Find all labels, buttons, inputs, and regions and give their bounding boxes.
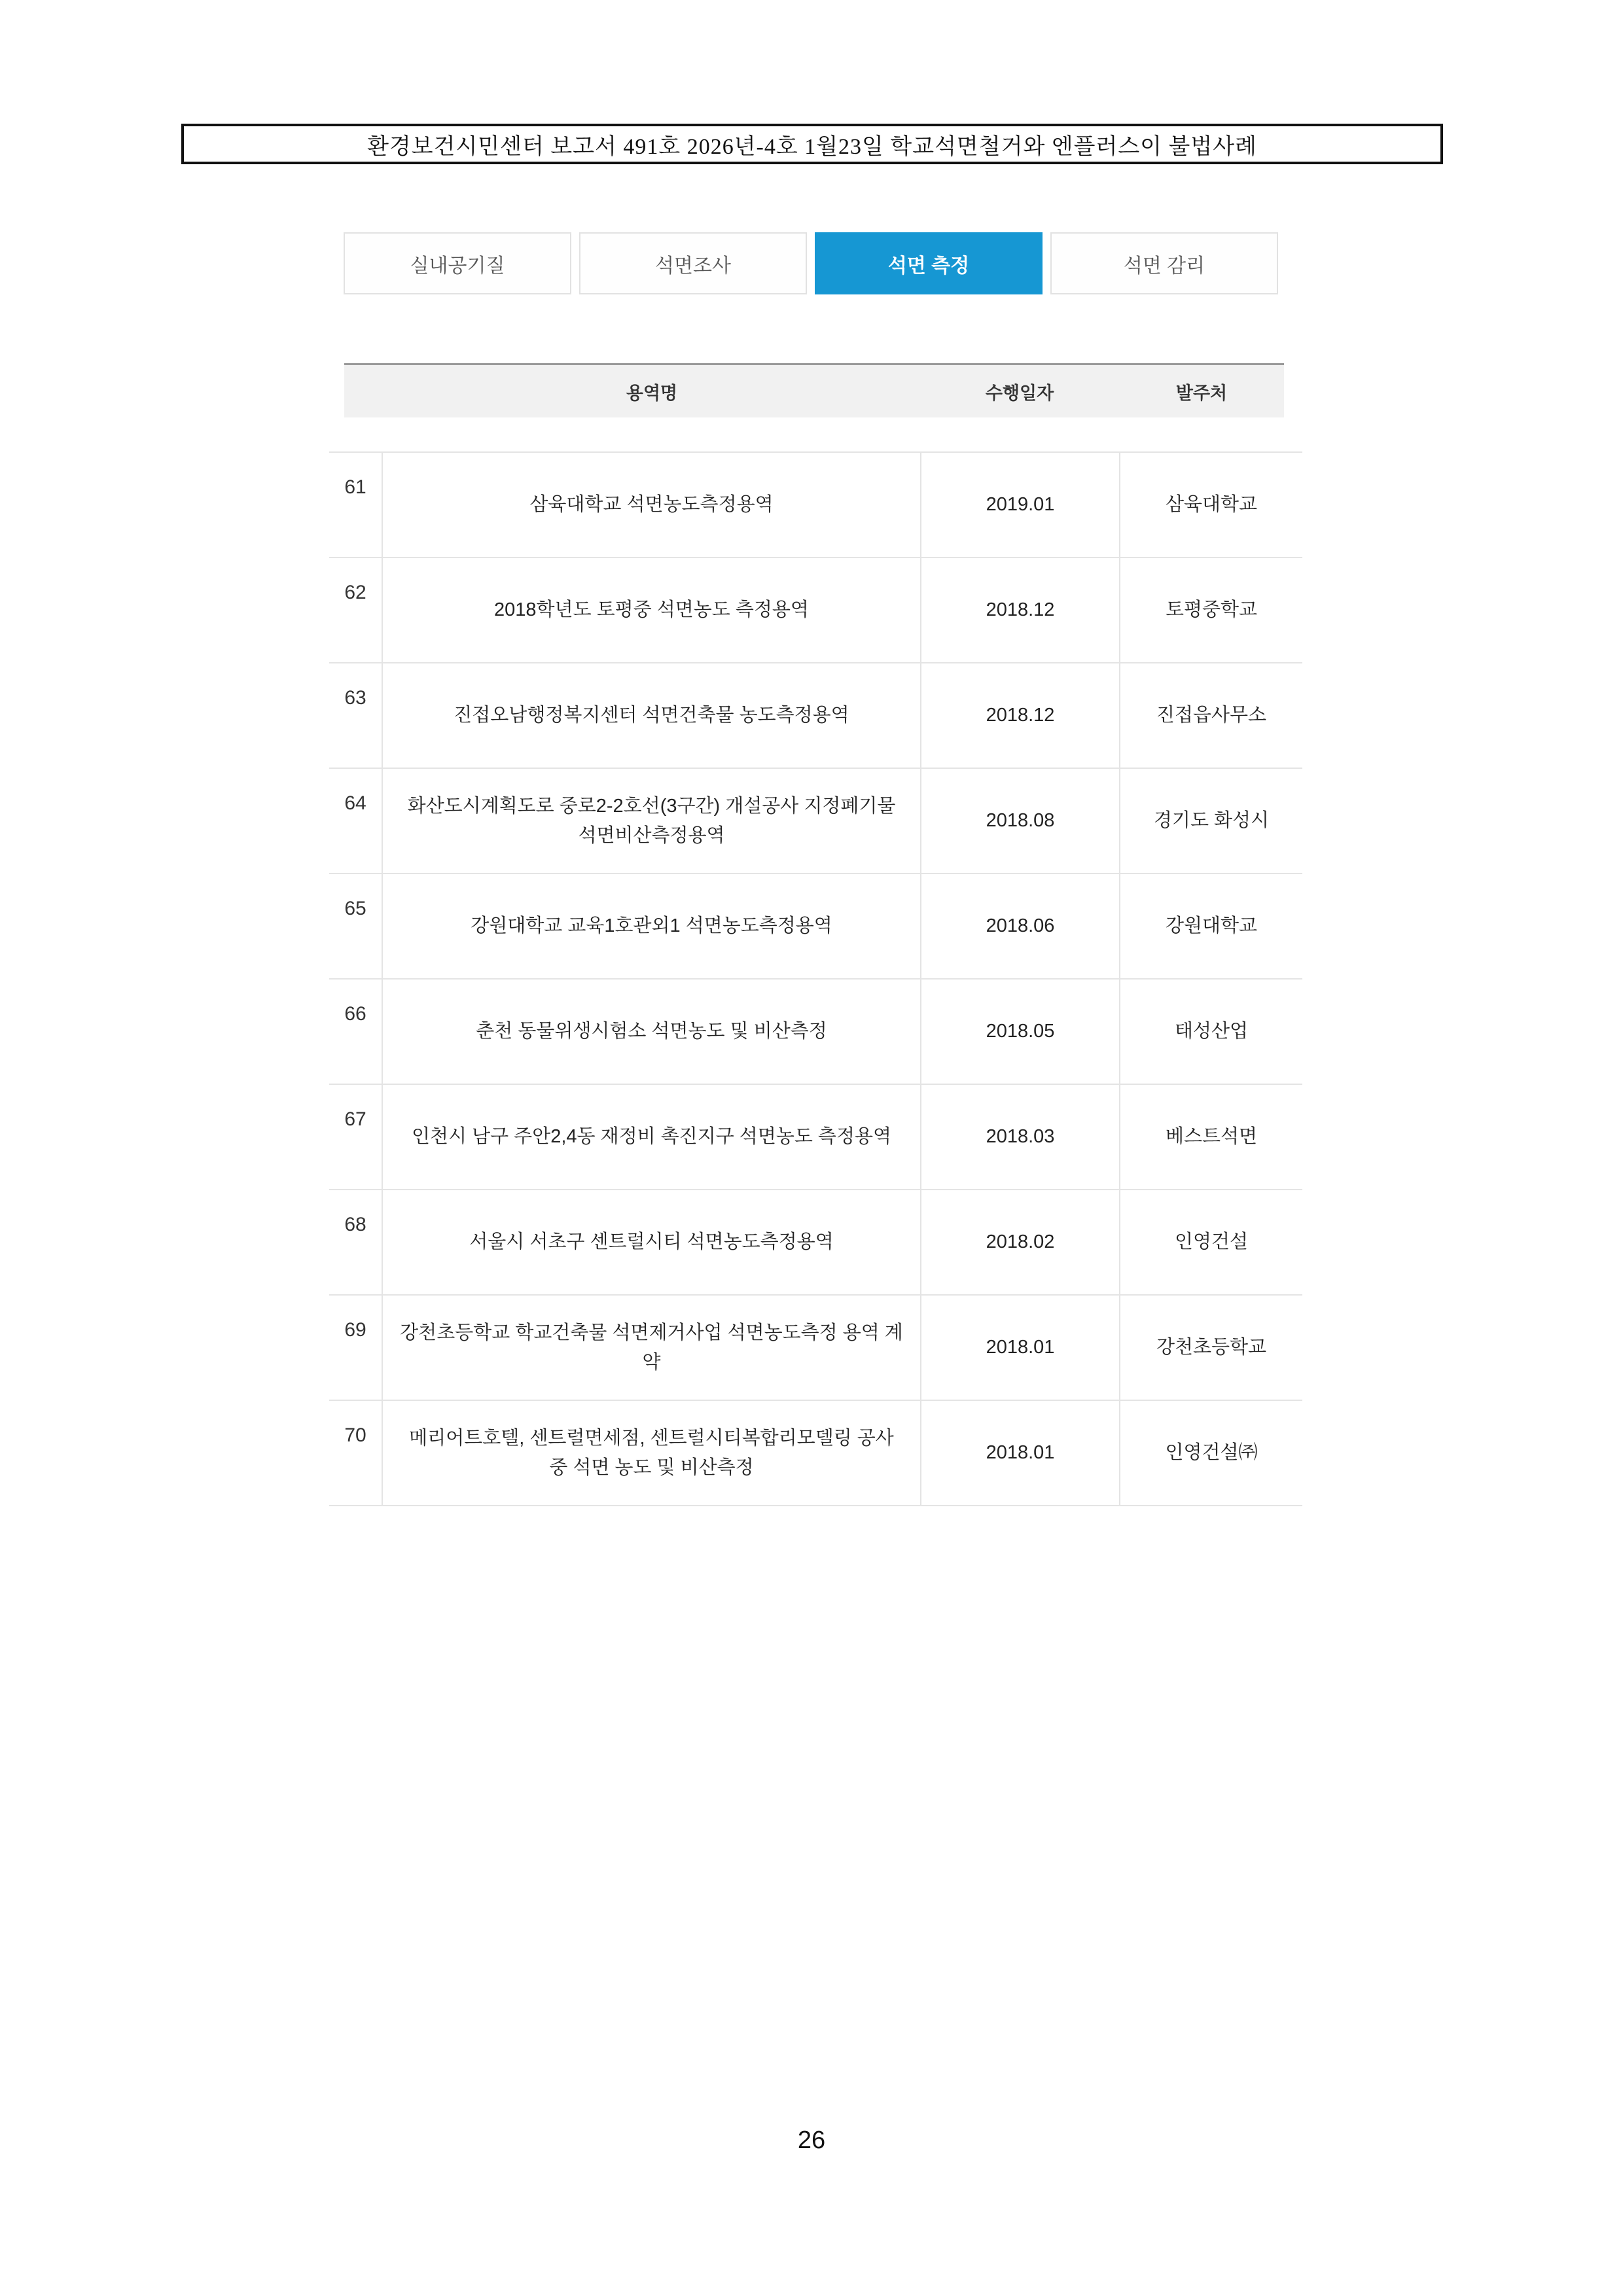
tab-asbestos-measurement[interactable]: 석면 측정 [815, 232, 1043, 294]
row-number: 69 [344, 1319, 366, 1341]
service-date: 2018.12 [920, 558, 1119, 662]
service-name: 2018학년도 토평중 석면농도 측정용역 [382, 558, 920, 662]
table-row [329, 1084, 1302, 1189]
column-header-client: 발주처 [1175, 383, 1228, 403]
service-name: 인천시 남구 주안2,4동 재정비 촉진지구 석면농도 측정용역 [382, 1085, 920, 1189]
row-number: 63 [344, 687, 366, 709]
service-name: 강천초등학교 학교건축물 석면제거사업 석면농도측정 용역 계약 [382, 1296, 920, 1400]
page-number: 26 [797, 2127, 826, 2154]
table-row [329, 557, 1302, 662]
tab-asbestos-survey[interactable]: 석면조사 [579, 232, 807, 294]
row-number: 65 [344, 898, 366, 919]
service-date: 2018.12 [920, 663, 1119, 768]
table-row [329, 451, 1302, 557]
service-name: 진접오남행정복지센터 석면건축물 농도측정용역 [382, 663, 920, 768]
report-header-title: 환경보건시민센터 보고서 491호 2026년-4호 1월23일 학교석면철거와 엔플러스이 불법사례 [367, 134, 1257, 159]
service-name: 서울시 서초구 센트럴시티 석면농도측정용역 [382, 1190, 920, 1294]
table-row [329, 768, 1302, 873]
service-client: 태성산업 [1119, 980, 1302, 1084]
service-table [329, 451, 1302, 1506]
service-client: 경기도 화성시 [1119, 769, 1302, 873]
report-header-box [181, 124, 1443, 164]
row-number: 64 [344, 792, 366, 814]
column-header-service-name: 용역명 [626, 383, 678, 403]
row-number: 61 [344, 476, 366, 498]
table-row [329, 873, 1302, 978]
service-name: 춘천 동물위생시험소 석면농도 및 비산측정 [382, 980, 920, 1084]
row-number: 70 [344, 1424, 366, 1446]
service-date: 2018.06 [920, 874, 1119, 978]
tab-bar [344, 232, 1278, 294]
service-client: 베스트석면 [1119, 1085, 1302, 1189]
row-number: 67 [344, 1108, 366, 1130]
service-date: 2018.08 [920, 769, 1119, 873]
service-client: 강원대학교 [1119, 874, 1302, 978]
service-client: 강천초등학교 [1119, 1296, 1302, 1400]
row-number: 62 [344, 582, 366, 603]
service-date: 2018.05 [920, 980, 1119, 1084]
service-date: 2018.01 [920, 1401, 1119, 1505]
service-date: 2018.03 [920, 1085, 1119, 1189]
service-client: 인영건설㈜ [1119, 1401, 1302, 1505]
table-row [329, 1400, 1302, 1505]
table-row [329, 662, 1302, 768]
service-date: 2019.01 [920, 453, 1119, 557]
service-name: 화산도시계획도로 중로2-2호선(3구간) 개설공사 지정폐기물 석면비산측정용역 [382, 769, 920, 873]
table-header [344, 363, 1284, 417]
service-name: 강원대학교 교육1호관외1 석면농도측정용역 [382, 874, 920, 978]
table-row [329, 1294, 1302, 1400]
row-number: 66 [344, 1003, 366, 1025]
table-row [329, 978, 1302, 1084]
row-number: 68 [344, 1214, 366, 1235]
service-client: 삼육대학교 [1119, 453, 1302, 557]
service-name: 메리어트호텔, 센트럴면세점, 센트럴시티복합리모델링 공사 중 석면 농도 및 비산측정 [382, 1401, 920, 1505]
tab-asbestos-supervision[interactable]: 석면 감리 [1050, 232, 1278, 294]
service-name: 삼육대학교 석면농도측정용역 [382, 453, 920, 557]
service-client: 진접읍사무소 [1119, 663, 1302, 768]
service-date: 2018.02 [920, 1190, 1119, 1294]
table-row [329, 1189, 1302, 1294]
service-client: 토평중학교 [1119, 558, 1302, 662]
service-date: 2018.01 [920, 1296, 1119, 1400]
column-header-date: 수행일자 [985, 383, 1054, 403]
tab-indoor-air-quality[interactable]: 실내공기질 [344, 232, 571, 294]
service-client: 인영건설 [1119, 1190, 1302, 1294]
